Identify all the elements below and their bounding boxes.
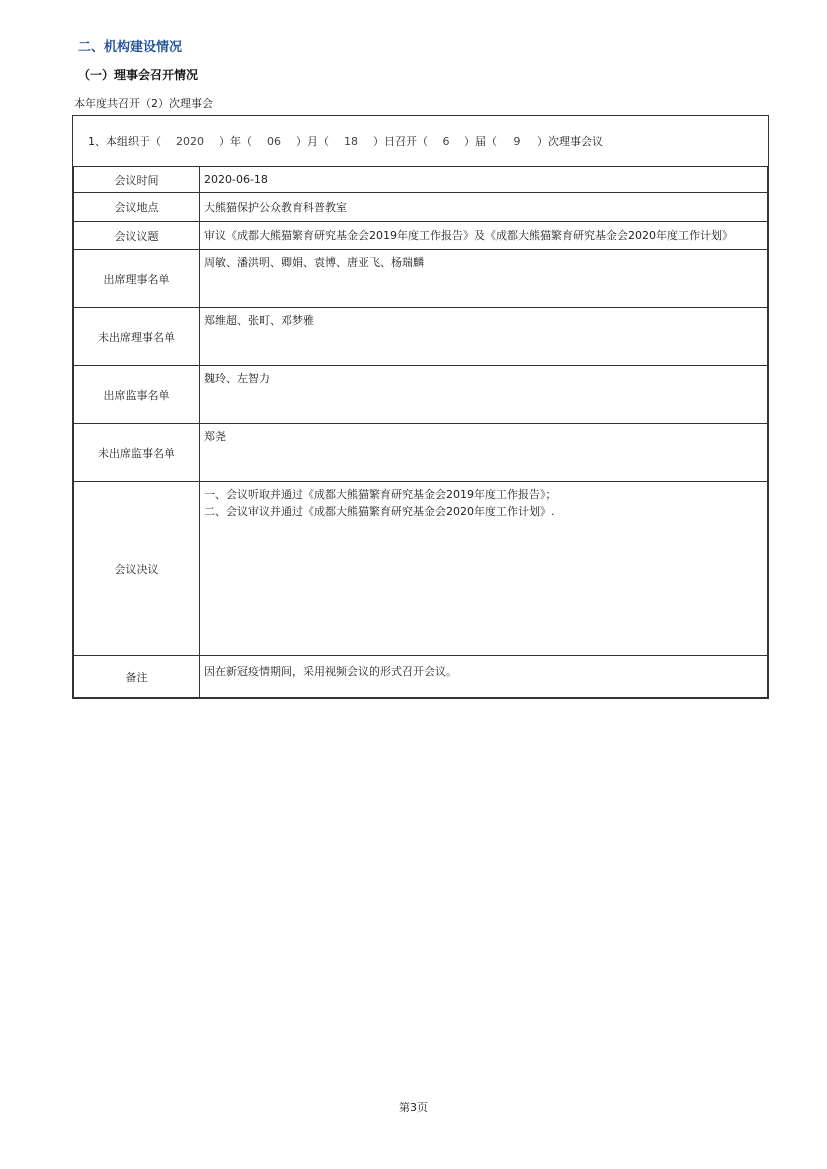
label-absent-directors: 未出席理事名单 bbox=[74, 308, 200, 366]
label-present-directors: 出席理事名单 bbox=[74, 250, 200, 308]
header-session-suffix: ）次理事会议 bbox=[537, 135, 603, 148]
row-remarks bbox=[74, 656, 768, 698]
meeting-header-line bbox=[88, 133, 603, 149]
value-topic: 审议《成都大熊猫繁育研究基金会2019年度工作报告》及《成都大熊猫繁育研究基金会2020年度工作计划》 bbox=[200, 222, 768, 250]
summary-prefix: 本年度共召开（ bbox=[74, 97, 151, 110]
header-term: 6 bbox=[442, 135, 450, 148]
header-day: 18 bbox=[344, 135, 358, 148]
meeting-details-table bbox=[73, 166, 768, 698]
value-resolution bbox=[200, 482, 768, 656]
label-time: 会议时间 bbox=[74, 167, 200, 193]
row-time bbox=[74, 167, 768, 193]
label-topic: 会议议题 bbox=[74, 222, 200, 250]
sub-title: （一）理事会召开情况 bbox=[78, 68, 199, 82]
header-month-suffix: ）月（ bbox=[296, 135, 329, 148]
label-remarks: 备注 bbox=[74, 656, 200, 698]
summary-suffix: ）次理事会 bbox=[158, 97, 213, 110]
label-present-supervisors: 出席监事名单 bbox=[74, 366, 200, 424]
header-day-suffix: ）日召开（ bbox=[373, 135, 428, 148]
header-month: 06 bbox=[267, 135, 281, 148]
meeting-count-summary bbox=[74, 95, 213, 111]
summary-count: 2 bbox=[151, 97, 158, 110]
resolution-line-2: 二、会议审议并通过《成都大熊猫繁育研究基金会2020年度工作计划》. bbox=[204, 505, 555, 518]
row-present-directors bbox=[74, 250, 768, 308]
section-title: 二、机构建设情况 bbox=[78, 40, 183, 55]
value-present-directors: 周敏、潘洪明、卿娟、袁博、唐亚飞、杨瑞麟 bbox=[200, 250, 768, 308]
row-resolution bbox=[74, 482, 768, 656]
header-year-suffix: ）年（ bbox=[219, 135, 252, 148]
value-place: 大熊猫保护公众教育科普教室 bbox=[200, 193, 768, 222]
header-term-suffix: ）届（ bbox=[464, 135, 497, 148]
value-absent-directors: 郑维超、张町、邓梦雅 bbox=[200, 308, 768, 366]
value-remarks: 因在新冠疫情期间，采用视频会议的形式召开会议。 bbox=[200, 656, 768, 698]
page-number: 第3页 bbox=[399, 1101, 428, 1114]
header-prefix: 1、本组织于（ bbox=[88, 135, 161, 148]
value-present-supervisors: 魏玲、左智力 bbox=[200, 366, 768, 424]
resolution-line-1: 一、会议听取并通过《成都大熊猫繁育研究基金会2019年度工作报告》； bbox=[204, 488, 557, 501]
label-place: 会议地点 bbox=[74, 193, 200, 222]
header-session: 9 bbox=[513, 135, 521, 148]
row-absent-directors bbox=[74, 308, 768, 366]
row-topic bbox=[74, 222, 768, 250]
header-year: 2020 bbox=[176, 135, 204, 148]
row-present-supervisors bbox=[74, 366, 768, 424]
row-place bbox=[74, 193, 768, 222]
row-absent-supervisors bbox=[74, 424, 768, 482]
label-resolution: 会议决议 bbox=[74, 482, 200, 656]
value-time: 2020-06-18 bbox=[200, 167, 768, 193]
value-absent-supervisors: 郑尧 bbox=[200, 424, 768, 482]
label-absent-supervisors: 未出席监事名单 bbox=[74, 424, 200, 482]
